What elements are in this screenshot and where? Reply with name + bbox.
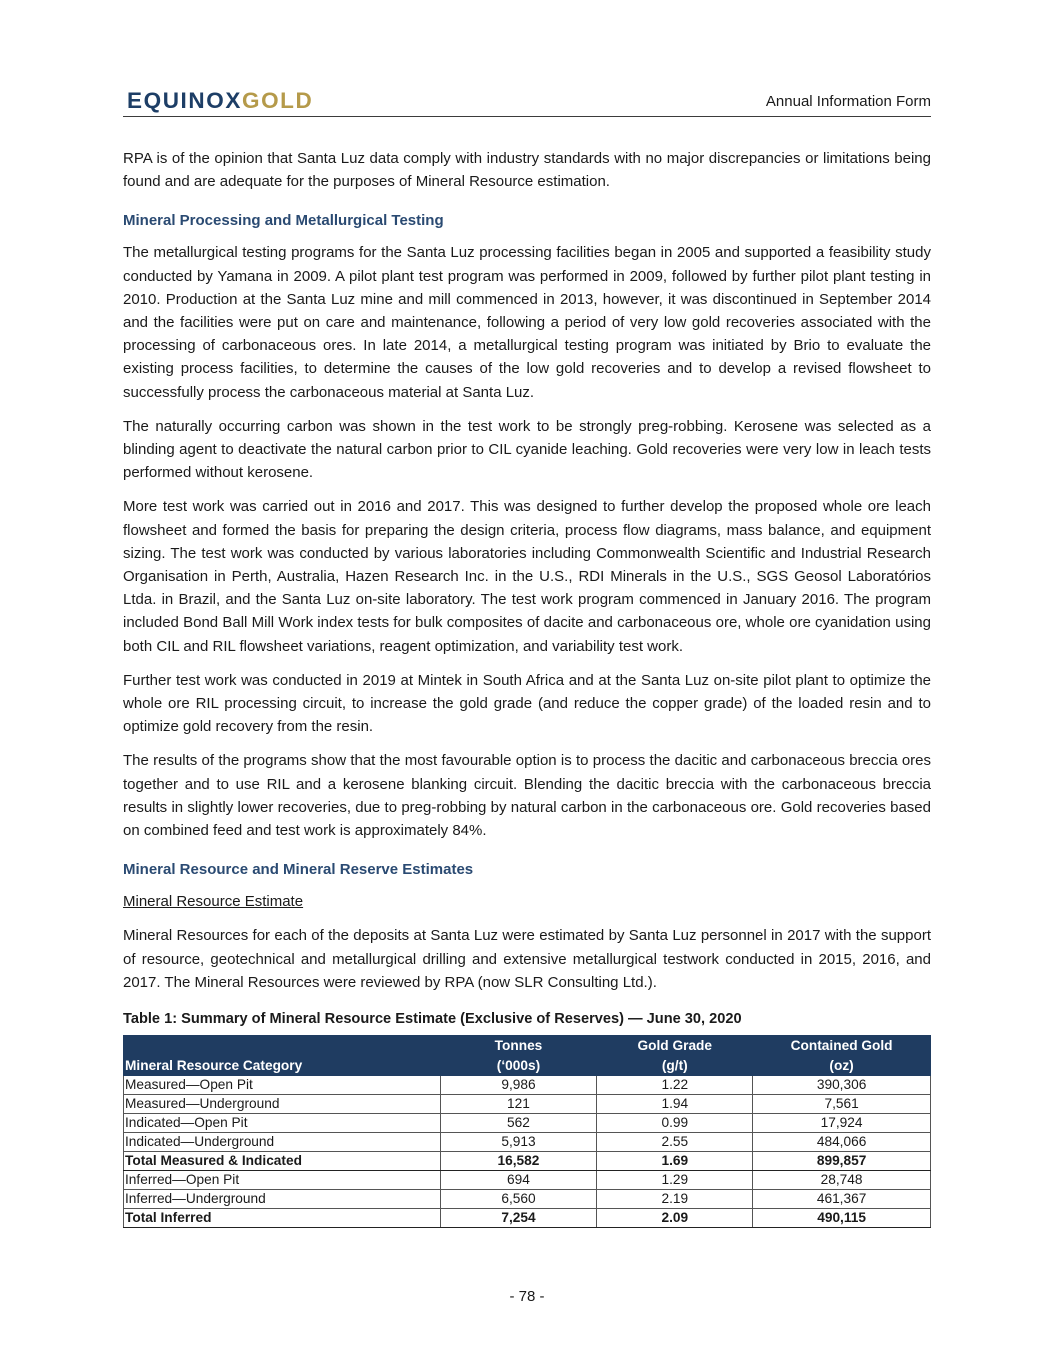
cell-gold: 490,115 (753, 1209, 931, 1228)
cell-grade: 0.99 (597, 1114, 753, 1133)
header-tonnes: Tonnes (440, 1036, 597, 1056)
header-category: Mineral Resource Category (124, 1036, 441, 1076)
logo-text-gold: GOLD (241, 88, 314, 113)
cell-tonnes: 6,560 (440, 1190, 597, 1209)
paragraph: Mineral Resources for each of the deposits at Santa Luz were estimated by Santa Luz personnel in 2017 with the support of resource, geotechnical and metallurgical drilling and extensive metallurgical testwork conducted in 2015, 2016, and 2017. The Mineral Resources were reviewed by RPA (now SLR Consulting Ltd.). (123, 927, 931, 991)
cell-grade: 1.29 (597, 1171, 753, 1190)
intro-paragraph: RPA is of the opinion that Santa Luz data comply with industry standards with no major discrepancies or limitations being found and are adequate for the purposes of Mineral Resource estimation. (123, 150, 931, 191)
table-row (124, 1095, 931, 1114)
cell-gold: 899,857 (753, 1152, 931, 1171)
section-heading-processing: Mineral Processing and Metallurgical Testing (123, 212, 444, 230)
header-grade: Gold Grade (597, 1036, 753, 1056)
table-header-row (124, 1036, 931, 1056)
cell-category: Total Inferred (124, 1209, 441, 1228)
cell-tonnes: 694 (440, 1171, 597, 1190)
table-row (124, 1114, 931, 1133)
main-content (123, 147, 931, 1228)
cell-gold: 461,367 (753, 1190, 931, 1209)
cell-tonnes: 5,913 (440, 1133, 597, 1152)
table-total-row (124, 1209, 931, 1228)
cell-tonnes: 121 (440, 1095, 597, 1114)
cell-category: Measured—Open Pit (124, 1076, 441, 1095)
header-contained-gold: Contained Gold (753, 1036, 931, 1056)
cell-tonnes: 16,582 (440, 1152, 597, 1171)
paragraph: More test work was carried out in 2016 and 2017. This was designed to further develop the proposed whole ore leach flowsheet and formed the basis for preparing the design criteria, process flow diagrams, mass balance, and equipment sizing. The test work was conducted by various laboratories including Commonwealth Scientific and Industrial Research Organisation in Perth, Australia, Hazen Research Inc. in the U.S., RDI Minerals in the U.S., SGS Geosol Laboratórios Ltda. in Brazil, and the Santa Luz on-site laboratory. The test work program commenced in January 2016. The program included Bond Ball Mill Work index tests for bulk composites of dacite and carbonaceous ore, whole ore cyanidation using both CIL and RIL flowsheet variations, reagent optimization, and variability test work. (123, 498, 931, 655)
cell-gold: 28,748 (753, 1171, 931, 1190)
logo-text-equinox: EQUINOX (127, 88, 242, 113)
cell-gold: 7,561 (753, 1095, 931, 1114)
header-gold-unit: (oz) (753, 1056, 931, 1076)
document-title: Annual Information Form (765, 93, 931, 110)
cell-category: Inferred—Open Pit (124, 1171, 441, 1190)
cell-grade: 2.55 (597, 1133, 753, 1152)
cell-category: Indicated—Underground (124, 1133, 441, 1152)
table-total-row (124, 1152, 931, 1171)
paragraph: The metallurgical testing programs for the Santa Luz processing facilities began in 2005 and supported a feasibility study conducted by Yamana in 2009. A pilot plant test program was performed in 2009, followed by further pilot plant testing in 2010. Production at the Santa Luz mine and mill commenced in 2013, however, it was discontinued in September 2014 and the facilities were put on care and maintenance, following a period of very low gold recoveries associated with the processing of carbonaceous ores. In late 2014, a metallurgical testing program was initiated by Brio to evaluate the existing process facilities, to determine the causes of the low gold recoveries and to develop a revised flowsheet to successfully process the carbonaceous material at Santa Luz. (123, 244, 931, 401)
cell-tonnes: 7,254 (440, 1209, 597, 1228)
cell-tonnes: 562 (440, 1114, 597, 1133)
page-number: - 78 - (509, 1288, 545, 1305)
cell-category: Measured—Underground (124, 1095, 441, 1114)
page-header (123, 86, 931, 117)
cell-gold: 390,306 (753, 1076, 931, 1095)
subheading-resource-estimate: Mineral Resource Estimate (123, 893, 304, 911)
paragraph: The naturally occurring carbon was shown in the test work to be strongly preg-robbing. Kerosene was selected as a blinding agent to deactivate the natural carbon prior to CIL cyanide leaching. Gold recoveries were very low in leach tests performed without kerosene. (123, 417, 931, 482)
cell-category: Inferred—Underground (124, 1190, 441, 1209)
paragraph: Further test work was conducted in 2019 at Mintek in South Africa and at the Santa Luz on-site pilot plant to optimize the whole ore RIL processing circuit, to increase the gold grade (and reduce the copper grade) of the loaded resin and to optimize gold recovery from the resin. (123, 671, 931, 736)
cell-grade: 2.19 (597, 1190, 753, 1209)
header-grade-unit: (g/t) (597, 1056, 753, 1076)
header-tonnes-unit: (‘000s) (440, 1056, 597, 1076)
cell-category: Total Measured & Indicated (124, 1152, 441, 1171)
cell-grade: 1.94 (597, 1095, 753, 1114)
section-heading-estimates: Mineral Resource and Mineral Reserve Estimates (123, 861, 474, 879)
table-row (124, 1076, 931, 1095)
cell-grade: 1.22 (597, 1076, 753, 1095)
table-caption: Table 1: Summary of Mineral Resource Estimate (Exclusive of Reserves) — June 30, 2020 (123, 1011, 742, 1028)
equinox-gold-logo (127, 88, 313, 114)
table-row (124, 1133, 931, 1152)
cell-grade: 2.09 (597, 1209, 753, 1228)
cell-gold: 484,066 (753, 1133, 931, 1152)
paragraph: The results of the programs show that the most favourable option is to process the dacitic and carbonaceous breccia ores together and to use RIL and a kerosene blanking circuit. Blending the dacitic breccia with the carbonaceous breccia results in slightly lower recoveries, due to preg-robbing by natural carbon in the carbonaceous ore. Gold recoveries based on combined feed and test work is approximately 84%. (123, 752, 931, 840)
table-row (124, 1171, 931, 1190)
cell-category: Indicated—Open Pit (124, 1114, 441, 1133)
cell-tonnes: 9,986 (440, 1076, 597, 1095)
table-row (124, 1190, 931, 1209)
cell-grade: 1.69 (597, 1152, 753, 1171)
resource-estimate-table (123, 1035, 931, 1228)
cell-gold: 17,924 (753, 1114, 931, 1133)
